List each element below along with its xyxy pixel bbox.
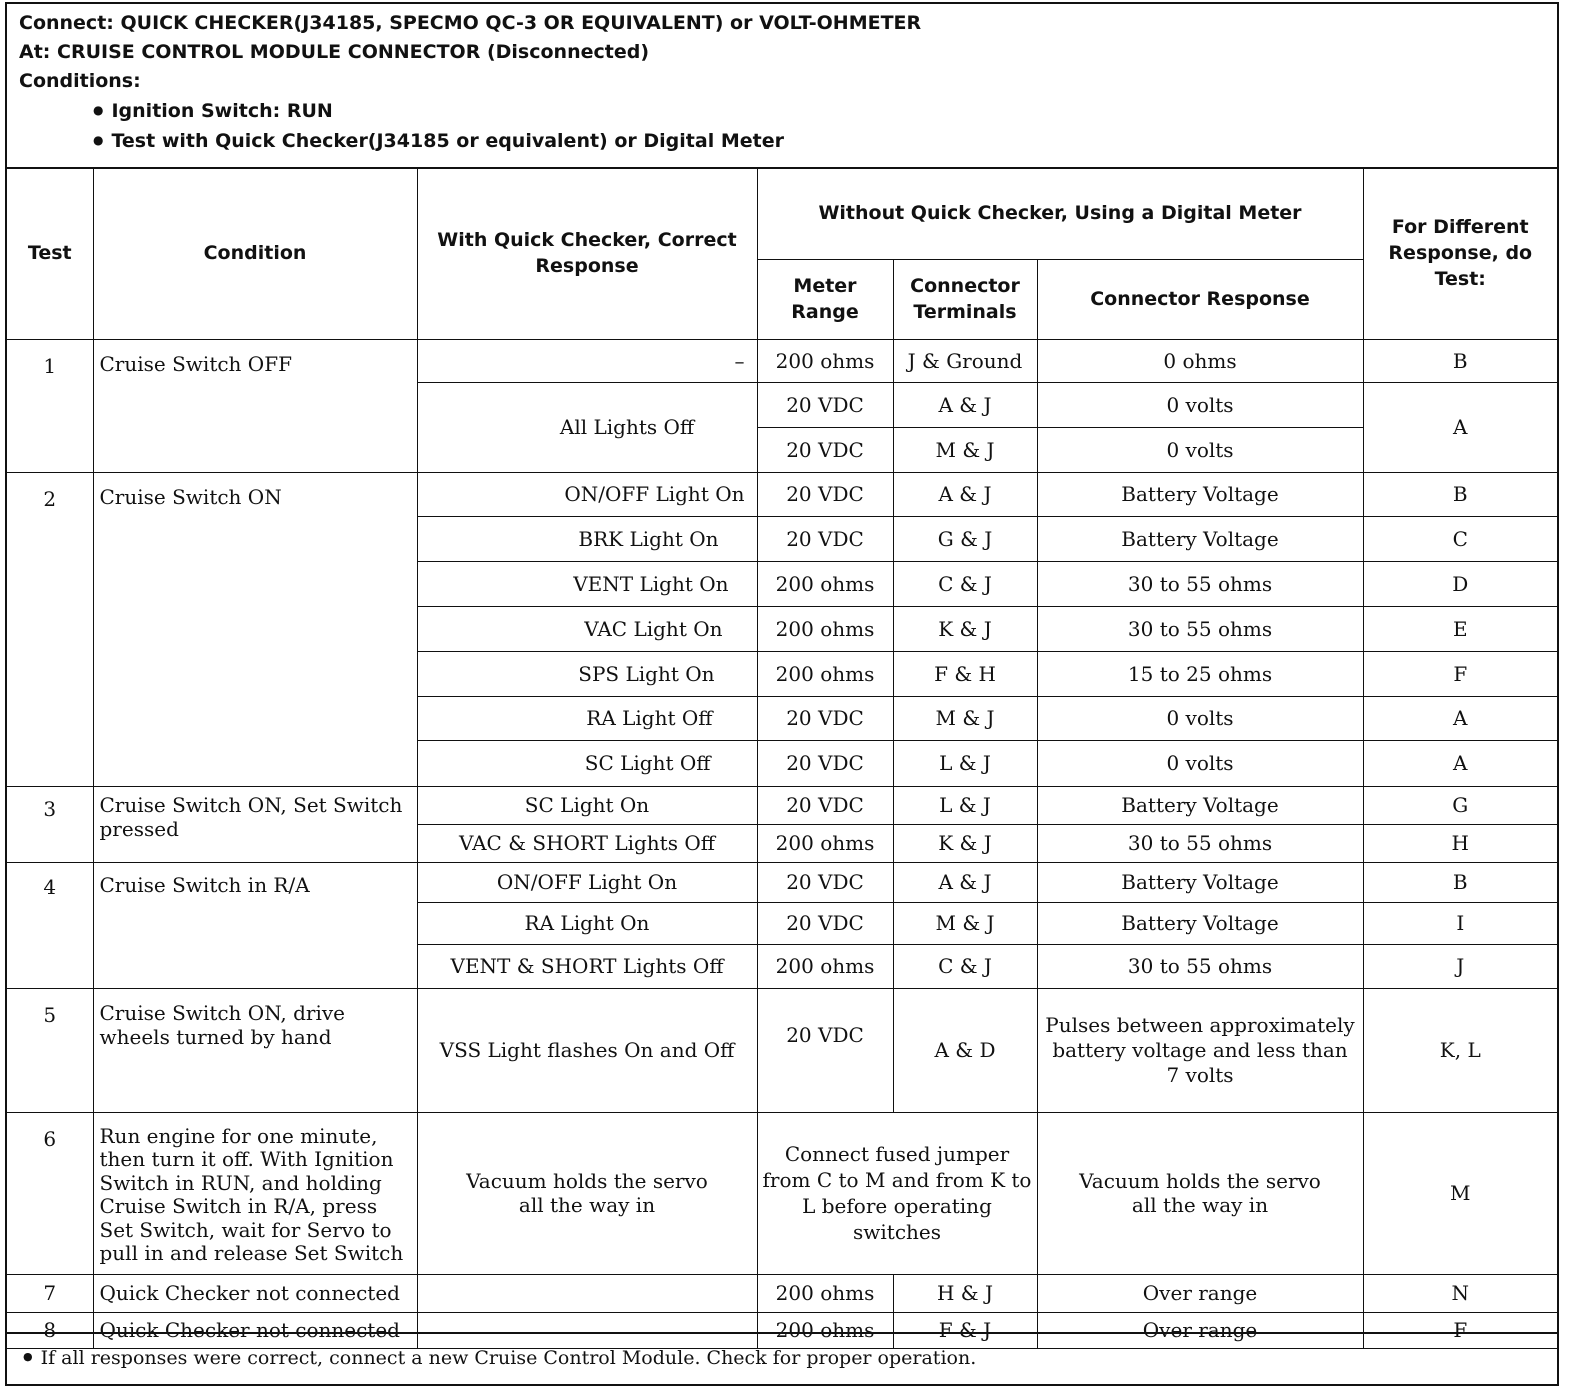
connector-response: Battery Voltage xyxy=(1037,472,1363,516)
connector-response: Battery Voltage xyxy=(1037,862,1363,902)
col-header-test: Test xyxy=(7,167,93,339)
next-test: F xyxy=(1363,1312,1557,1348)
connector-response: Vacuum holds the servo all the way in xyxy=(1037,1112,1363,1274)
connector-response: Battery Voltage xyxy=(1037,902,1363,944)
connector-response: Over range xyxy=(1037,1312,1363,1348)
test-condition: Run engine for one minute, then turn it off. With Ignition Switch in RUN, and holding Cruise Switch in R/A, press Set Switch, wait for Servo to pull in and release Set Switch xyxy=(93,1112,417,1274)
meter-range: 20 VDC xyxy=(757,786,893,824)
next-test: F xyxy=(1363,651,1557,696)
chart-header xyxy=(7,4,1557,169)
next-test: C xyxy=(1363,516,1557,561)
next-test: J xyxy=(1363,944,1557,988)
connector-response: Battery Voltage xyxy=(1037,786,1363,824)
connector-terminals: M & J xyxy=(893,427,1037,472)
at-line: At: CRUISE CONTROL MODULE CONNECTOR (Disconnected) xyxy=(19,41,649,63)
next-test: G xyxy=(1363,786,1557,824)
connector-terminals: L & J xyxy=(893,740,1037,786)
meter-range: 200 ohms xyxy=(757,824,893,862)
next-test: M xyxy=(1363,1112,1557,1274)
meter-range: 20 VDC xyxy=(757,902,893,944)
quick-checker-response: – xyxy=(417,339,757,382)
meter-range: 20 VDC xyxy=(757,427,893,472)
quick-checker-response: RA Light Off xyxy=(417,696,757,740)
meter-range: 200 ohms xyxy=(757,339,893,382)
table-row xyxy=(7,1274,1557,1312)
test-table xyxy=(7,167,1557,1349)
connector-terminals: F & H xyxy=(893,651,1037,696)
col-header-without-quick-checker: Without Quick Checker, Using a Digital Meter xyxy=(757,167,1363,259)
connect-line: Connect: QUICK CHECKER(J34185, SPECMO QC-3 OR EQUIVALENT) or VOLT-OHMETER xyxy=(19,12,922,34)
test-number: 5 xyxy=(7,988,93,1112)
test-condition: Quick Checker not connected xyxy=(93,1274,417,1312)
col-header-connector-response: Connector Response xyxy=(1037,259,1363,339)
quick-checker-response: VENT & SHORT Lights Off xyxy=(417,944,757,988)
test-number: 4 xyxy=(7,862,93,988)
connector-response: 30 to 55 ohms xyxy=(1037,606,1363,651)
connector-terminals: K & J xyxy=(893,824,1037,862)
connector-terminals: M & J xyxy=(893,696,1037,740)
col-header-condition: Condition xyxy=(93,167,417,339)
connector-terminals: M & J xyxy=(893,902,1037,944)
connector-terminals: K & J xyxy=(893,606,1037,651)
meter-range: 20 VDC xyxy=(757,988,893,1112)
next-test: D xyxy=(1363,561,1557,606)
quick-checker-response: All Lights Off xyxy=(417,382,757,472)
meter-range: 200 ohms xyxy=(757,651,893,696)
connector-response: 30 to 55 ohms xyxy=(1037,824,1363,862)
quick-checker-response: VSS Light flashes On and Off xyxy=(417,988,757,1112)
connector-response: Pulses between approximately battery voltage and less than 7 volts xyxy=(1037,988,1363,1112)
connector-response: 0 volts xyxy=(1037,427,1363,472)
connector-terminals: J & Ground xyxy=(893,339,1037,382)
test-number: 1 xyxy=(7,339,93,472)
table-row xyxy=(7,1112,1557,1274)
test-number: 2 xyxy=(7,472,93,786)
table-row xyxy=(7,472,1557,516)
meter-range: 200 ohms xyxy=(757,1274,893,1312)
meter-range: 20 VDC xyxy=(757,696,893,740)
conditions-label: Conditions: xyxy=(19,70,141,92)
connector-terminals: G & J xyxy=(893,516,1037,561)
test-condition: Cruise Switch ON, drive wheels turned by hand xyxy=(93,988,417,1112)
connector-response: 15 to 25 ohms xyxy=(1037,651,1363,696)
test-number: 8 xyxy=(7,1312,93,1348)
connector-terminals: A & J xyxy=(893,862,1037,902)
connector-response: 0 volts xyxy=(1037,740,1363,786)
meter-range: 20 VDC xyxy=(757,382,893,427)
connector-terminals: L & J xyxy=(893,786,1037,824)
footer-note: ● If all responses were correct, connect a new Cruise Control Module. Check for proper operation. xyxy=(23,1347,976,1369)
quick-checker-response: SC Light On xyxy=(417,786,757,824)
quick-checker-response: BRK Light On xyxy=(417,516,757,561)
quick-checker-response: Vacuum holds the servo all the way in xyxy=(417,1112,757,1274)
col-header-different-response: For Different Response, do Test: xyxy=(1363,167,1557,339)
connector-response: 0 volts xyxy=(1037,382,1363,427)
meter-range: 20 VDC xyxy=(757,516,893,561)
test-condition: Quick Checker not connected xyxy=(93,1312,417,1348)
quick-checker-response: RA Light On xyxy=(417,902,757,944)
diagnostic-chart xyxy=(5,2,1559,1386)
connector-terminals: A & D xyxy=(893,988,1037,1112)
next-test: A xyxy=(1363,740,1557,786)
test-condition: Cruise Switch ON xyxy=(93,472,417,786)
col-header-meter-range: Meter Range xyxy=(757,259,893,339)
meter-note: Connect fused jumper from C to M and from K to L before operating switches xyxy=(757,1112,1037,1274)
test-condition: Cruise Switch ON, Set Switch pressed xyxy=(93,786,417,862)
connector-response: Battery Voltage xyxy=(1037,516,1363,561)
connector-response: Over range xyxy=(1037,1274,1363,1312)
test-condition: Cruise Switch OFF xyxy=(93,339,417,472)
next-test: K, L xyxy=(1363,988,1557,1112)
condition-bullet-meter: ● Test with Quick Checker(J34185 or equivalent) or Digital Meter xyxy=(93,130,784,152)
quick-checker-response: VAC Light On xyxy=(417,606,757,651)
next-test: E xyxy=(1363,606,1557,651)
table-row xyxy=(7,988,1557,1112)
next-test: I xyxy=(1363,902,1557,944)
test-number: 6 xyxy=(7,1112,93,1274)
connector-response: 0 volts xyxy=(1037,696,1363,740)
quick-checker-response: VENT Light On xyxy=(417,561,757,606)
meter-range: 200 ohms xyxy=(757,561,893,606)
test-condition: Cruise Switch in R/A xyxy=(93,862,417,988)
table-row xyxy=(7,862,1557,902)
next-test: A xyxy=(1363,696,1557,740)
connector-terminals: C & J xyxy=(893,944,1037,988)
quick-checker-response: SC Light Off xyxy=(417,740,757,786)
connector-response: 0 ohms xyxy=(1037,339,1363,382)
meter-range: 20 VDC xyxy=(757,740,893,786)
meter-range: 20 VDC xyxy=(757,472,893,516)
next-test: N xyxy=(1363,1274,1557,1312)
connector-terminals: F & J xyxy=(893,1312,1037,1348)
quick-checker-response xyxy=(417,1274,757,1312)
chart-footer xyxy=(7,1332,1557,1384)
test-number: 3 xyxy=(7,786,93,862)
next-test: B xyxy=(1363,862,1557,902)
next-test: B xyxy=(1363,339,1557,382)
connector-terminals: C & J xyxy=(893,561,1037,606)
next-test: B xyxy=(1363,472,1557,516)
quick-checker-response: SPS Light On xyxy=(417,651,757,696)
test-number: 7 xyxy=(7,1274,93,1312)
quick-checker-response: ON/OFF Light On xyxy=(417,862,757,902)
meter-range: 20 VDC xyxy=(757,862,893,902)
quick-checker-response: VAC & SHORT Lights Off xyxy=(417,824,757,862)
connector-response: 30 to 55 ohms xyxy=(1037,944,1363,988)
table-row xyxy=(7,786,1557,824)
col-header-connector-terminals: Connector Terminals xyxy=(893,259,1037,339)
condition-bullet-ignition: ● Ignition Switch: RUN xyxy=(93,100,333,122)
table-row xyxy=(7,339,1557,382)
meter-range: 200 ohms xyxy=(757,1312,893,1348)
connector-terminals: A & J xyxy=(893,472,1037,516)
meter-range: 200 ohms xyxy=(757,944,893,988)
connector-terminals: A & J xyxy=(893,382,1037,427)
col-header-quick-checker: With Quick Checker, Correct Response xyxy=(417,167,757,339)
next-test: A xyxy=(1363,382,1557,472)
quick-checker-response: ON/OFF Light On xyxy=(417,472,757,516)
next-test: H xyxy=(1363,824,1557,862)
connector-terminals: H & J xyxy=(893,1274,1037,1312)
connector-response: 30 to 55 ohms xyxy=(1037,561,1363,606)
meter-range: 200 ohms xyxy=(757,606,893,651)
